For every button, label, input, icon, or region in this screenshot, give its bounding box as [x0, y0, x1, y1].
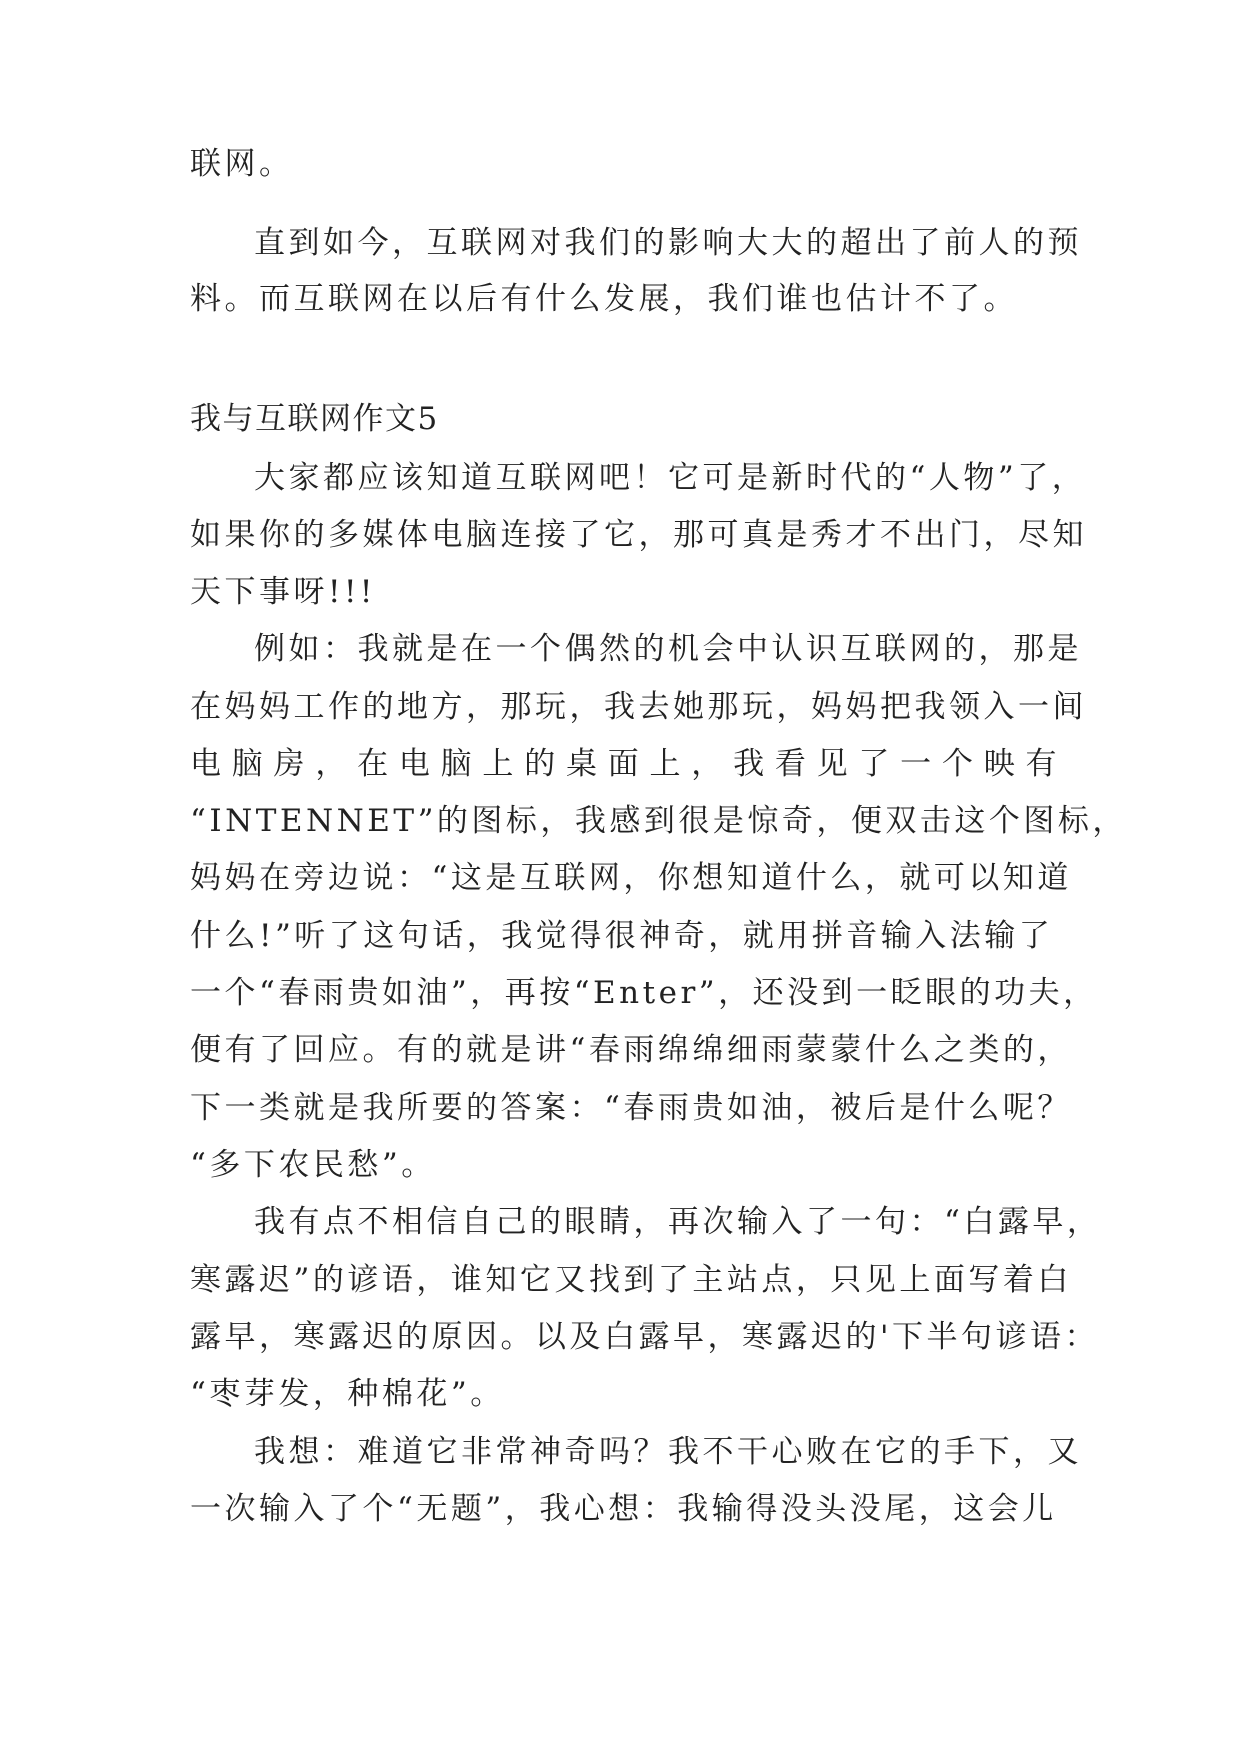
paragraph-line: “INTENNET”的图标，我感到很是惊奇，便双击这个图标，	[190, 803, 1127, 839]
paragraph-line: 寒露迟”的谚语，谁知它又找到了主站点，只见上面写着白	[190, 1262, 1072, 1298]
paragraph-line: 妈妈在旁边说：“这是互联网，你想知道什么，就可以知道	[190, 860, 1072, 896]
paragraph-line: 下一类就是我所要的答案：“春雨贵如油，被后是什么呢？	[190, 1090, 1072, 1126]
paragraph-line: “枣芽发，种棉花”。	[190, 1376, 505, 1412]
section-title: 我与互联网作文5	[190, 401, 439, 437]
paragraph-line: 一次输入了个“无题”，我心想：我输得没头没尾，这会儿	[190, 1491, 1057, 1527]
text-line: 联网。	[190, 146, 294, 182]
paragraph-line: 我想：难道它非常神奇吗？我不干心败在它的手下，又	[254, 1434, 1082, 1470]
paragraph-line: 一个“春雨贵如油”，再按“Enter”，还没到一眨眼的功夫，	[190, 975, 1098, 1011]
paragraph-line: 电脑房，在电脑上的桌面上，我看见了一个映有	[190, 746, 1060, 782]
paragraph-line: 露早，寒露迟的原因。以及白露早，寒露迟的'下半句谚语：	[190, 1319, 1100, 1355]
paragraph-line: 天下事呀!!!	[190, 574, 376, 610]
paragraph-line: 我有点不相信自己的眼睛，再次输入了一句：“白露早，	[254, 1204, 1102, 1240]
paragraph-line: 直到如今，互联网对我们的影响大大的超出了前人的预	[254, 225, 1082, 261]
paragraph-line: 如果你的多媒体电脑连接了它，那可真是秀才不出门，尽知	[190, 517, 1087, 553]
paragraph-line: 在妈妈工作的地方，那玩，我去她那玩，妈妈把我领入一间	[190, 689, 1087, 725]
paragraph-line: 便有了回应。有的就是讲“春雨绵绵细雨蒙蒙什么之类的，	[190, 1032, 1072, 1068]
paragraph-line: 大家都应该知道互联网吧！它可是新时代的“人物”了，	[254, 460, 1087, 496]
paragraph-line: 料。而互联网在以后有什么发展，我们谁也估计不了。	[190, 281, 1018, 317]
paragraph-line: 例如：我就是在一个偶然的机会中认识互联网的，那是	[254, 631, 1082, 667]
paragraph-line: “多下农民愁”。	[190, 1147, 436, 1183]
paragraph-line: 什么!”听了这句话，我觉得很神奇，就用拼音输入法输了	[190, 918, 1054, 954]
